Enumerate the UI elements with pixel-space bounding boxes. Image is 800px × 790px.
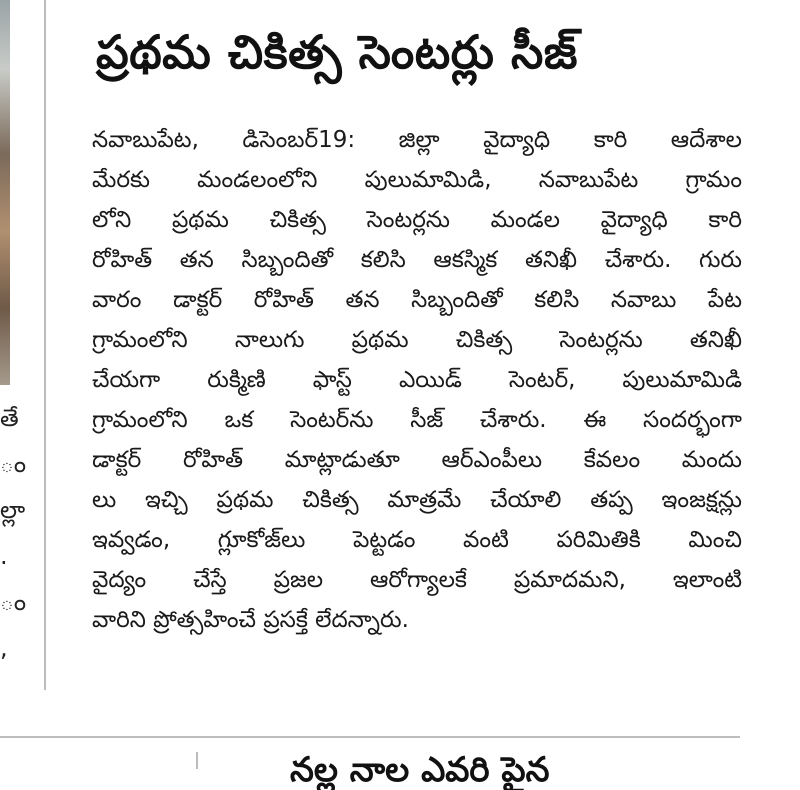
- article-line: చేయగా రుక్మిణి ఫాస్ట్ ఎయిడ్ సెంటర్, పులుమామిడి: [92, 367, 742, 393]
- article-line: నవాబుపేట, డిసెంబర్19: జిల్లా వైద్యాధి కారి ఆదేశాల: [92, 127, 742, 153]
- column-divider-bottom: [196, 752, 198, 769]
- left-text-fragment: [0, 395, 30, 671]
- article-line: గ్రామంలోని ఒక సెంటర్‌ను సీజ్ చేశారు. ఈ సందర్భంగా: [92, 407, 742, 433]
- section-divider: [0, 736, 740, 738]
- article-body: [92, 120, 742, 640]
- article-line: గ్రామంలోని నాలుగు ప్రథమ చికిత్స సెంటర్లను తనిఖీ: [92, 327, 742, 353]
- article-line: వారిని ప్రోత్సహించే ప్రసక్తే లేదన్నారు.: [92, 607, 409, 633]
- left-glyph: తే: [0, 404, 19, 432]
- article-line: వారం డాక్టర్ రోహిత్ తన సిబ్బందితో కలిసి నవాబు పేట: [92, 287, 742, 313]
- left-glyph: ల్లా: [0, 496, 26, 524]
- article-line: వైద్యం చేస్తే ప్రజల ఆరోగ్యాలకే ప్రమాదమని, ఇలాంటి: [92, 567, 742, 593]
- next-article-headline: నల్ల నాల ఎవరి పైన: [290, 750, 550, 790]
- article-line: డాక్టర్ రోహిత్ మాట్లాడుతూ ఆర్‌ఎంపీలు కేవలం మందు: [92, 447, 742, 473]
- left-glyph: ం: [0, 450, 27, 478]
- left-glyph: .: [0, 542, 8, 570]
- article-headline: ప్రథమ చికిత్స సెంటర్లు సీజ్: [96, 25, 578, 79]
- left-photo-fragment: [0, 0, 10, 385]
- left-column-fragment: [0, 0, 46, 700]
- article-line: లు ఇచ్చి ప్రథమ చికిత్స మాత్రమే చేయాలి తప్ప ఇంజక్షన్లు: [92, 487, 742, 513]
- article-line: మేరకు మండలంలోని పులుమామిడి, నవాబుపేట గ్రామం: [92, 167, 742, 193]
- column-divider: [44, 0, 46, 690]
- left-glyph: ం: [0, 588, 27, 616]
- article-line: లోని ప్రథమ చికిత్స సెంటర్లను మండల వైద్యాధి కారి: [92, 207, 742, 233]
- article-line: రోహిత్ తన సిబ్బందితో కలిసి ఆకస్మిక తనిఖీ చేశారు. గురు: [92, 247, 742, 273]
- article-line: ఇవ్వడం, గ్లూకోజ్‌లు పెట్టడం వంటి పరిమితికి మించి: [92, 527, 742, 553]
- left-glyph: ,: [0, 634, 8, 662]
